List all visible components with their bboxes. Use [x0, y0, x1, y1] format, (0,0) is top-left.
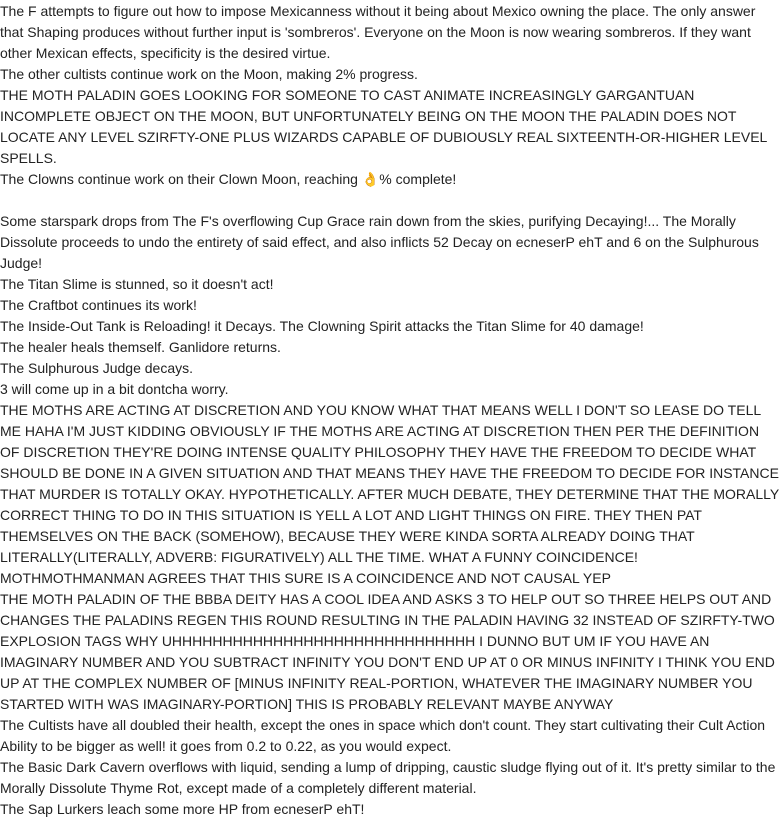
- paragraph-moth-paladin-bbba: THE MOTH PALADIN OF THE BBBA DEITY HAS A COOL IDEA AND ASKS 3 TO HELP OUT SO THREE HELPS OUT AND CHANGES THE PALADINS REGEN THIS ROUND RESULTING IN THE PALADIN HAVING 32 INSTEAD OF SZIRFTY-TWO EXPLOSION TAGS WHY UHHHHHHHHHHHHHHHHHHHHHHHHHHHHHH I DUNNO BUT UM IF YOU HAVE AN IMAGINARY NUMBER AND YOU SUBTRACT INFINITY YOU DON'T END UP AT 0 OR MINUS INFINITY I THINK YOU END UP AT THE COMPLEX NUMBER OF [MINUS INFINITY REAL-PORTION, WHATEVER THE IMAGINARY NUMBER YOU STARTED WITH WAS IMAGINARY-PORTION] THIS IS PROBABLY RELEVANT MAYBE ANYWAY: [0, 591, 775, 712]
- paragraph-healer: The healer heals themself. Ganlidore returns.: [0, 339, 281, 355]
- paragraph-titan-slime: The Titan Slime is stunned, so it doesn't act!: [0, 276, 274, 292]
- paragraph-cultists-progress: The other cultists continue work on the Moon, making 2% progress.: [0, 66, 418, 82]
- paragraph-inside-out-tank: The Inside-Out Tank is Reloading! it Decays. The Clowning Spirit attacks the Titan Slime for 40 damage!: [0, 318, 644, 334]
- paragraph-mexicanness: The F attempts to figure out how to impose Mexicanness without it being about Mexico owning the place. The only answer that Shaping produces without further input is 'sombreros'. Everyone on the Moon is now wearing sombreros. If they want other Mexican effects, specificity is the desired virtue.: [0, 3, 756, 61]
- paragraph-starspark: Some starspark drops from The F's overflowing Cup Grace rain down from the skies, purifying Decaying!... The Morally Dissolute proceeds to undo the entirety of said effect, and also inflicts 52 Decay on ecneserP ehT and 6 on the Sulphurous Judge!: [0, 213, 759, 271]
- paragraph-mothmothmanman: MOTHMOTHMANMAN AGREES THAT THIS SURE IS A COINCIDENCE AND NOT CAUSAL YEP: [0, 570, 611, 586]
- blank-line: [0, 190, 781, 211]
- paragraph-moths-discretion: THE MOTHS ARE ACTING AT DISCRETION AND YOU KNOW WHAT THAT MEANS WELL I DON'T SO LEASE DO TELL ME HAHA I'M JUST KIDDING OBVIOUSLY IF THE MOTHS ARE ACTING AT DISCRETION THEN PER THE DEFINITION OF DISCRETION THEY'RE DOING INTENSE QUALITY PHILOSOPHY THEY HAVE THE FREEDOM TO DECIDE WHAT SHOULD BE DONE IN A GIVEN SITUATION AND THAT MEANS THEY HAVE THE FREEDOM TO DECIDE FOR INSTANCE THAT MURDER IS TOTALLY OKAY. HYPOTHETICALLY. AFTER MUCH DEBATE, THEY DETERMINE THAT THE MORALLY CORRECT THING TO DO IN THIS SITUATION IS YELL A LOT AND LIGHT THINGS ON FIRE. THEY THEN PAT THEMSELVES ON THE BACK (SOMEHOW), BECAUSE THEY WERE KINDA SORTA ALREADY DOING THAT LITERALLY(LITERALLY, ADVERB: FIGURATIVELY) ALL THE TIME. WHAT A FUNNY COINCIDENCE!: [0, 402, 779, 565]
- paragraph-sap-lurkers: The Sap Lurkers leach some more HP from ecneserP ehT!: [0, 801, 365, 817]
- paragraph-three-worry: 3 will come up in a bit dontcha worry.: [0, 381, 229, 397]
- paragraph-clown-moon: The Clowns continue work on their Clown Moon, reaching 👌% complete!: [0, 171, 457, 187]
- paragraph-cultists-health: The Cultists have all doubled their health, except the ones in space which don't count. They start cultivating their Cult Action Ability to be bigger as well! it goes from 0.2 to 0.22, as you would expect.: [0, 717, 766, 754]
- paragraph-sulphurous-judge: The Sulphurous Judge decays.: [0, 360, 194, 376]
- paragraph-craftbot: The Craftbot continues its work!: [0, 297, 197, 313]
- paragraph-dark-cavern: The Basic Dark Cavern overflows with liquid, sending a lump of dripping, caustic sludge flying out of it. It's pretty similar to the Morally Dissolute Thyme Rot, except made of a completely different material.: [0, 759, 776, 796]
- paragraph-moth-paladin-search: THE MOTH PALADIN GOES LOOKING FOR SOMEONE TO CAST ANIMATE INCREASINGLY GARGANTUAN INCOMPLETE OBJECT ON THE MOON, BUT UNFORTUNATELY BEING ON THE MOON THE PALADIN DOES NOT LOCATE ANY LEVEL SZIRFTY-ONE PLUS WIZARDS CAPABLE OF DUBIOUSLY REAL SIXTEENTH-OR-HIGHER LEVEL SPELLS.: [0, 87, 767, 166]
